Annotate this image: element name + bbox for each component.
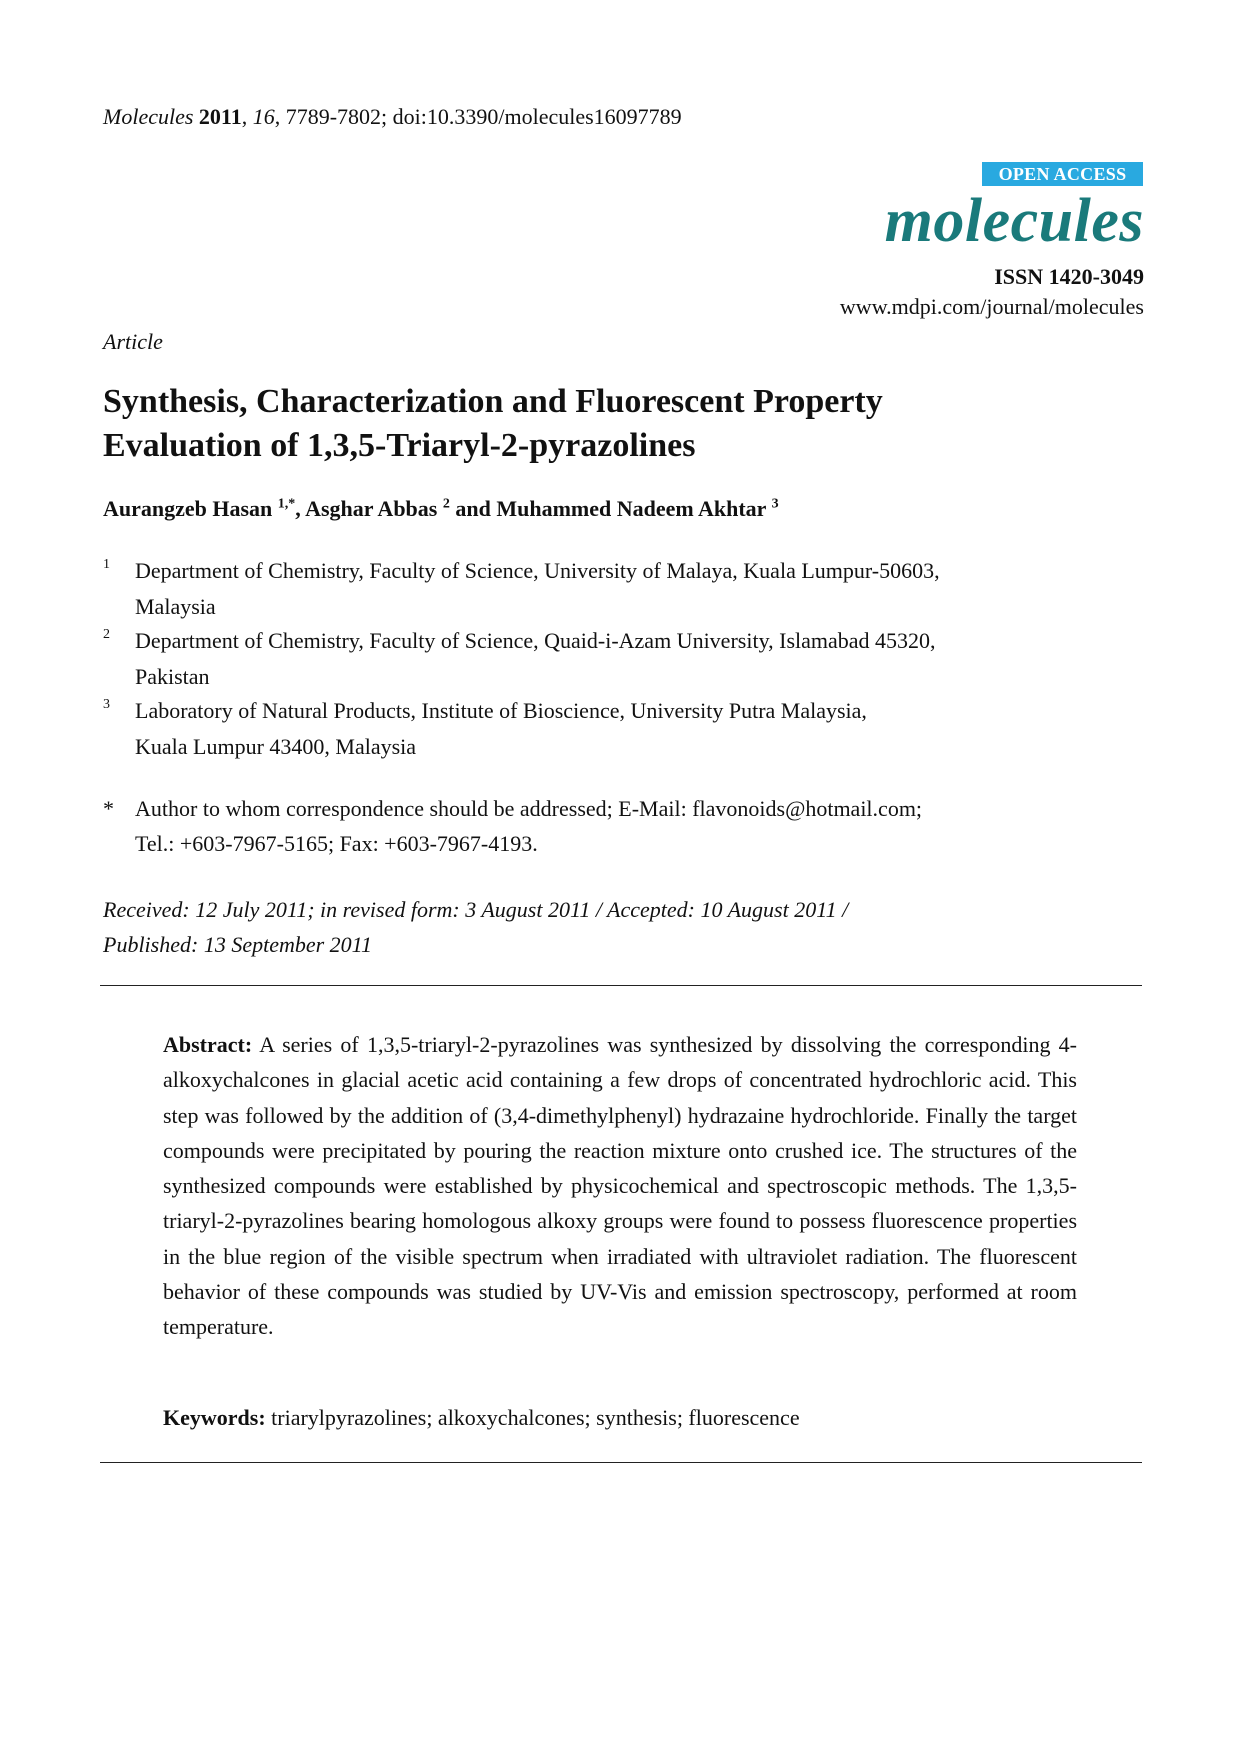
top-divider	[100, 985, 1142, 986]
title-line-2: Evaluation of 1,3,5-Triaryl-2-pyrazolines	[103, 427, 696, 464]
citation-volume: 16	[252, 104, 275, 129]
affiliation-line: Department of Chemistry, Faculty of Science, University of Malaya, Kuala Lumpur-50603,	[135, 558, 940, 583]
publication-dates	[103, 892, 1143, 962]
abstract	[163, 1027, 1077, 1345]
affiliation-line: Department of Chemistry, Faculty of Science, Quaid-i-Azam University, Islamabad 45320,	[135, 628, 936, 653]
citation-line: Molecules 2011, 16, 7789-7802; doi:10.3390/molecules16097789	[103, 104, 682, 129]
journal-website: www.mdpi.com/journal/molecules	[839, 294, 1144, 319]
author-name: Muhammed Nadeem Akhtar	[496, 496, 767, 521]
author-list: Aurangzeb Hasan $^{1,*}$, Asghar Abbas $^2$ and Muhammed Nadeem Akhtar $^3$	[103, 496, 779, 521]
dates-line: Received: 12 July 2011; in revised form: 3 August 2011 / Accepted: 10 August 2011 /	[103, 897, 849, 922]
keywords-label: Keywords:	[163, 1405, 266, 1430]
affiliation-number: 1	[103, 557, 110, 572]
author-affiliation-mark: 2	[442, 496, 450, 512]
affiliation-3	[103, 693, 1103, 765]
abstract-text: A series of 1,3,5-triaryl-2-pyrazolines was synthesized by dissolving the corresponding 4-alkoxychalcones in glacial acetic acid containing a few drops of concentrated hydrochloric acid. This step was followed by the addition of (3,4-dimethylphenyl) hydrazaine hydrochloride. Finally the target compounds were precipitated by pouring the reaction mixture onto crushed ice. The structures of the synthesized compounds were established by physicochemical and spectroscopic methods. The 1,3,5-triaryl-2-pyrazolines bearing homologous alkoxy groups were found to possess fluorescence properties in the blue region of the visible spectrum when irradiated with ultraviolet radiation. The fluorescent behavior of these compounds was studied by UV-Vis and emission spectroscopy, performed at room temperature.	[163, 1032, 1077, 1340]
journal-logo: molecules	[884, 187, 1144, 255]
article-type: Article	[103, 329, 163, 354]
affiliation-2	[103, 623, 1103, 695]
affiliation-1	[103, 553, 1103, 625]
issn: ISSN 1420-3049	[994, 264, 1144, 289]
author-name: Aurangzeb Hasan	[103, 496, 273, 521]
paper-title	[103, 380, 1103, 468]
author-affiliation-mark: 1,*	[277, 496, 296, 512]
affiliation-line: Pakistan	[135, 664, 210, 689]
title-line-1: Synthesis, Characterization and Fluorescent Property	[103, 383, 883, 420]
correspondence-line: Author to whom correspondence should be addressed; E-Mail: flavonoids@hotmail.com;	[135, 796, 923, 821]
affiliation-number: 3	[103, 697, 110, 712]
citation-year: 2011	[198, 104, 242, 129]
citation-journal: Molecules	[103, 104, 194, 129]
bottom-divider	[100, 1462, 1142, 1463]
correspondence-note	[103, 791, 1143, 861]
correspondence-star: *	[103, 796, 114, 821]
abstract-label: Abstract:	[163, 1032, 253, 1057]
keywords-text: triarylpyrazolines; alkoxychalcones; synthesis; fluorescence	[271, 1405, 800, 1430]
open-access-badge: OPEN ACCESS	[982, 162, 1143, 186]
correspondence-line: Tel.: +603-7967-5165; Fax: +603-7967-4193.	[135, 831, 538, 856]
dates-line: Published: 13 September 2011	[103, 932, 373, 957]
author-name: Asghar Abbas	[305, 496, 438, 521]
keywords	[163, 1405, 1077, 1431]
citation-rest: , 7789-7802; doi:10.3390/molecules16097789	[274, 104, 682, 129]
author-affiliation-mark: 3	[771, 496, 779, 512]
affiliation-line: Laboratory of Natural Products, Institute of Bioscience, University Putra Malaysia,	[135, 698, 867, 723]
affiliation-number: 2	[103, 627, 110, 642]
affiliation-line: Malaysia	[135, 594, 216, 619]
affiliation-line: Kuala Lumpur 43400, Malaysia	[135, 734, 417, 759]
